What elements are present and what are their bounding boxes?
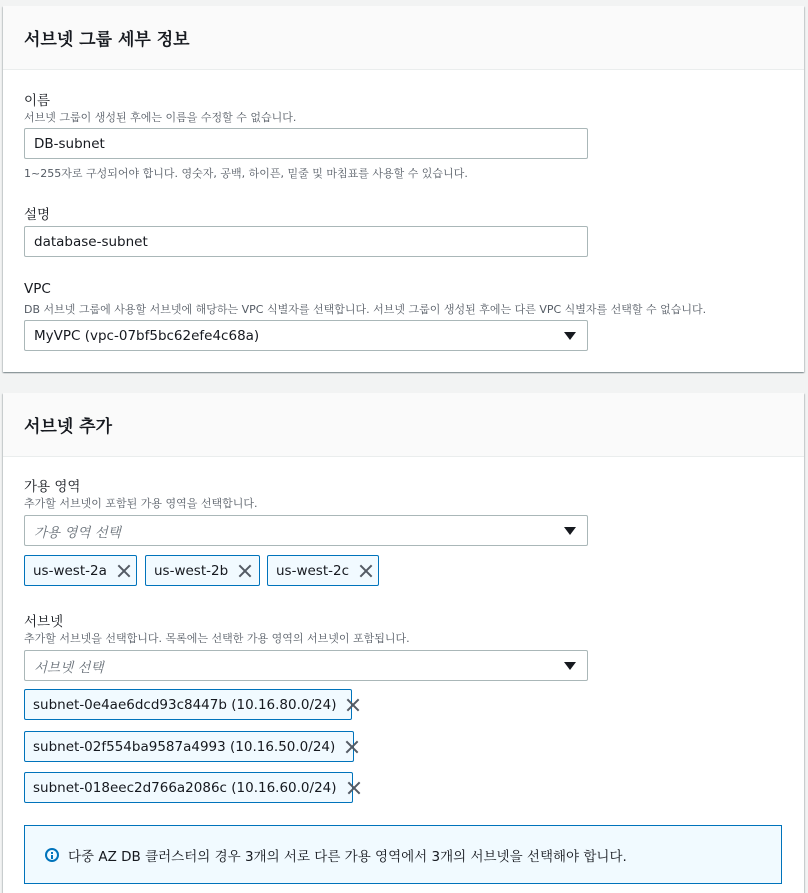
subnet-label: 서브넷 (24, 614, 64, 630)
add-subnets-panel (3, 393, 804, 893)
info-icon (45, 848, 59, 862)
subnet-token (24, 731, 354, 762)
close-icon[interactable] (237, 563, 253, 579)
subnet-group-details-panel (3, 6, 804, 372)
az-token (267, 555, 379, 586)
subnet-token (24, 772, 353, 803)
az-token (24, 555, 137, 586)
description-label: 설명 (24, 207, 51, 223)
subnet-token (24, 689, 352, 720)
subnet-placeholder: 서브넷 선택 (34, 659, 104, 676)
az-token-label: us-west-2b (154, 562, 229, 579)
name-description: 서브넷 그룹이 생성된 후에는 이름을 수정할 수 없습니다. (24, 111, 297, 124)
close-icon[interactable] (116, 563, 130, 579)
vpc-selected-value: MyVPC (vpc-07bf5bc62efe4c68a) (34, 327, 260, 344)
vpc-label: VPC (24, 281, 51, 297)
info-alert-text: 다중 AZ DB 클러스터의 경우 3개의 서로 다른 가용 영역에서 3개의 서브넷을 선택해야 합니다. (68, 848, 627, 865)
subnet-token-label: subnet-02f554ba9587a4993 (10.16.50.0/24) (33, 738, 336, 755)
panel-title: 서브넷 추가 (24, 417, 113, 437)
vpc-description: DB 서브넷 그룹에 사용할 서브넷에 해당하는 VPC 식별자를 선택합니다. 서브넷 그룹이 생성된 후에는 다른 VPC 식별자를 선택할 수 없습니다. (24, 303, 707, 316)
description-input[interactable] (24, 226, 588, 257)
name-input[interactable] (24, 128, 588, 159)
caret-down-icon (564, 662, 576, 670)
subnet-group-details-header (3, 6, 804, 70)
name-label: 이름 (24, 93, 51, 109)
az-token-label: us-west-2a (33, 562, 107, 579)
subnet-select[interactable] (24, 650, 588, 681)
vpc-select[interactable] (24, 320, 588, 351)
close-icon[interactable] (344, 739, 347, 755)
availability-zone-placeholder: 가용 영역 선택 (34, 524, 121, 541)
caret-down-icon (564, 332, 576, 340)
availability-zone-description: 추가할 서브넷이 포함된 가용 영역을 선택합니다. (24, 497, 258, 510)
availability-zone-select[interactable] (24, 515, 588, 546)
az-token (145, 555, 260, 586)
availability-zone-label: 가용 영역 (24, 479, 81, 495)
az-token-label: us-west-2c (276, 562, 350, 579)
name-constraint: 1~255자로 구성되어야 합니다. 영숫자, 공백, 하이픈, 밑줄 및 마침표를 사용할 수 있습니다. (24, 167, 468, 180)
close-icon[interactable] (358, 563, 372, 579)
add-subnets-header (3, 393, 804, 457)
panel-title: 서브넷 그룹 세부 정보 (24, 30, 190, 50)
caret-down-icon (564, 527, 576, 535)
multi-az-info-alert (24, 825, 782, 884)
subnet-token-label: subnet-0e4ae6dcd93c8447b (10.16.80.0/24) (33, 696, 337, 713)
subnet-description: 추가할 서브넷을 선택합니다. 목록에는 선택한 가용 영역의 서브넷이 포함됩니다. (24, 632, 410, 645)
subnet-token-label: subnet-018eec2d766a2086c (10.16.60.0/24) (33, 779, 337, 796)
